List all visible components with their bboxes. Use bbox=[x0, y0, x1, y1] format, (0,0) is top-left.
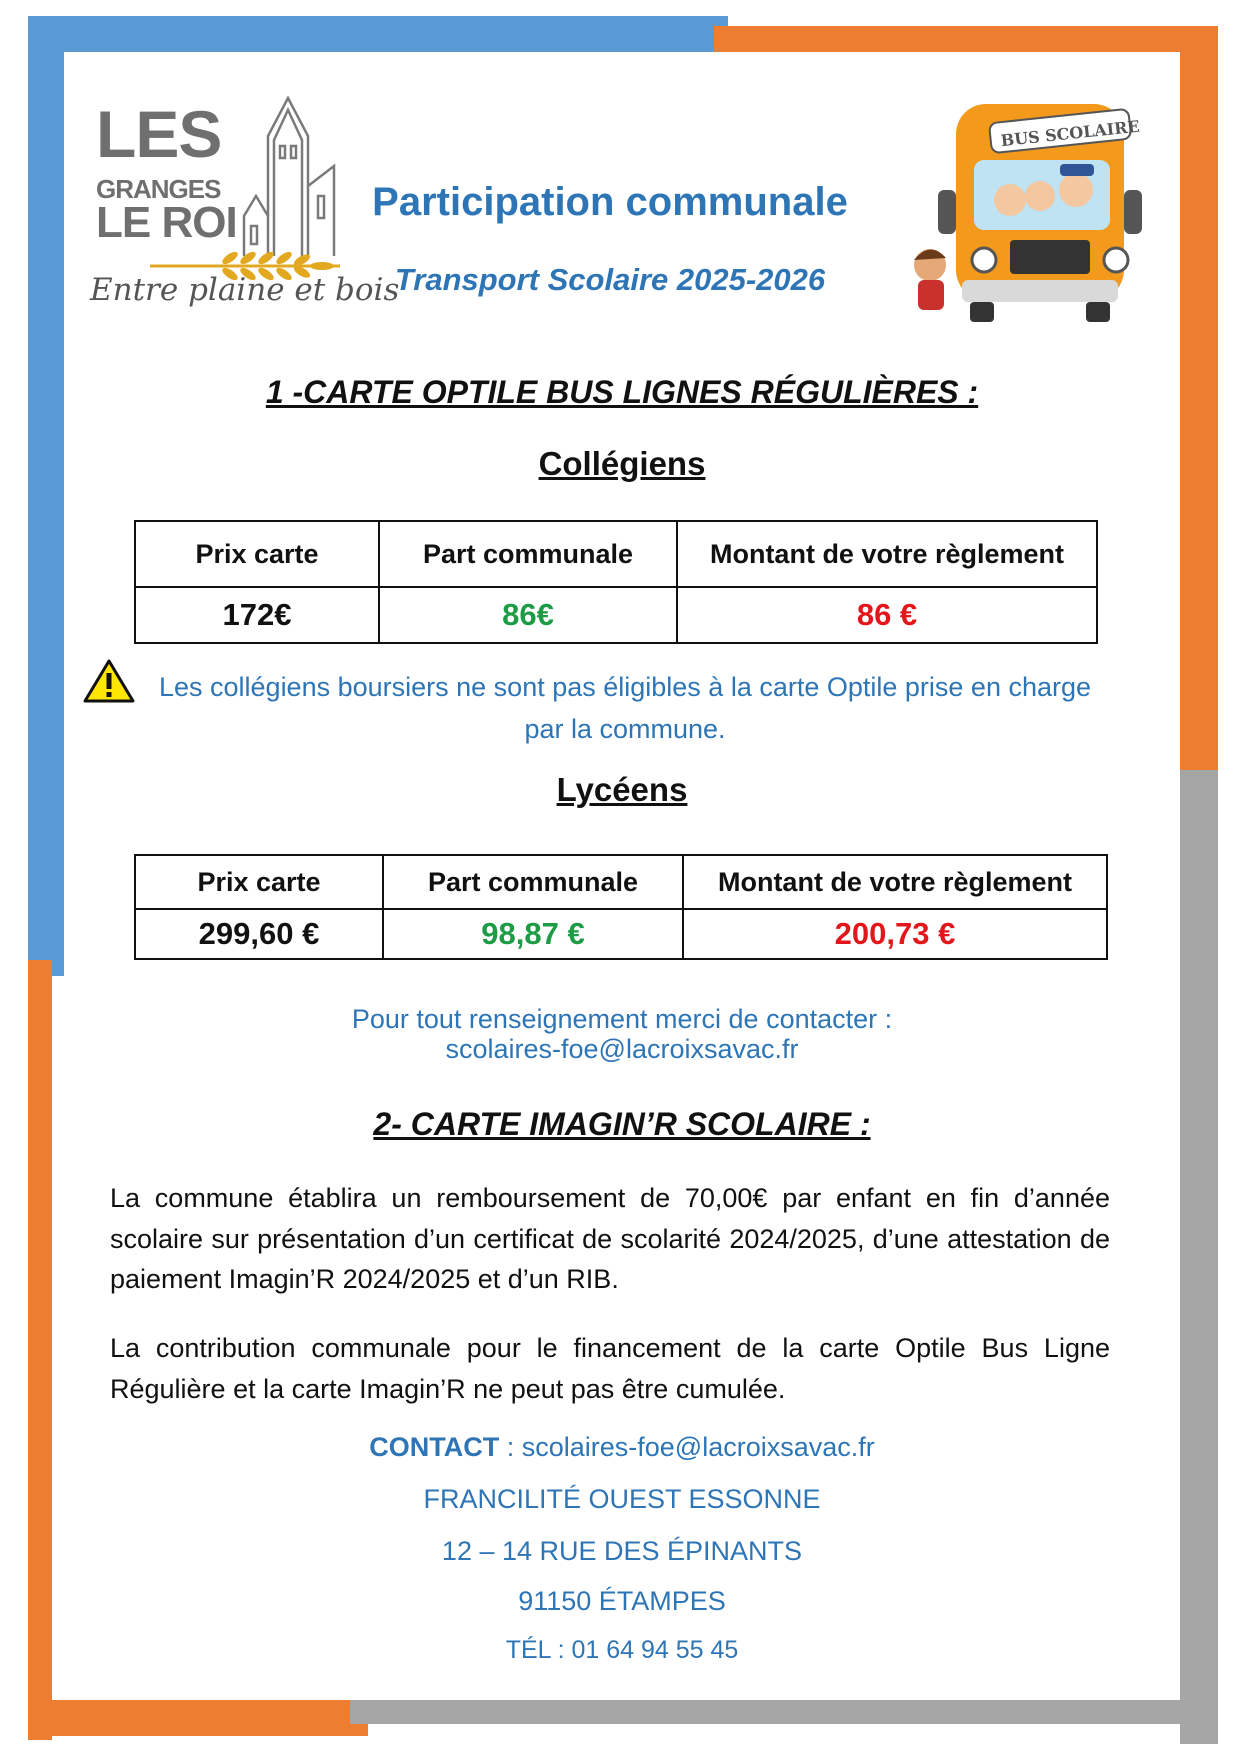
lycee-prix-carte-value: 299,60 € bbox=[135, 909, 383, 959]
section-heading-optile: 1 -CARTE OPTILE BUS LIGNES RÉGULIÈRES : bbox=[265, 374, 979, 410]
lycee-part-communale-value: 98,87 € bbox=[383, 909, 683, 959]
border-band-blue-left bbox=[28, 16, 64, 976]
border-band-orange-bottom bbox=[28, 1700, 368, 1736]
warning-icon bbox=[82, 658, 136, 704]
logo-tagline: Entre plaine et bois bbox=[90, 272, 400, 308]
college-prix-carte-value: 172€ bbox=[135, 587, 379, 643]
church-icon bbox=[238, 96, 338, 256]
warning-message: Les collégiens boursiers ne sont pas éligibles à la carte Optile prise en charge par la commune. bbox=[158, 672, 1092, 744]
bus-sign-text: BUS SCOLAIRE bbox=[999, 116, 1141, 151]
logo-text-leroi: LE ROI bbox=[96, 198, 237, 247]
table-row bbox=[135, 909, 1107, 959]
table-row bbox=[135, 587, 1097, 643]
table-header-row bbox=[135, 855, 1107, 909]
contact-email-line bbox=[64, 1432, 1180, 1463]
contact-separator: : bbox=[499, 1432, 522, 1462]
column-header-montant: Montant de votre règlement bbox=[677, 521, 1097, 587]
contact-organization: FRANCILITÉ OUEST ESSONNE bbox=[423, 1484, 821, 1514]
reimbursement-paragraph: La commune établira un remboursement de 70,00€ par enfant en fin d’année scolaire sur présentation d’un certificat de scolarité 2024/2025, d’une attestation de paiement Imagin’R 2024/2025 et d’un RIB. bbox=[110, 1183, 1110, 1294]
college-part-communale-value: 86€ bbox=[379, 587, 677, 643]
contact-email[interactable]: scolaires-foe@lacroixsavac.fr bbox=[521, 1432, 875, 1462]
lycee-heading: Lycéens bbox=[556, 771, 688, 808]
contact-phone: TÉL : 01 64 94 55 45 bbox=[505, 1636, 739, 1664]
school-bus-illustration bbox=[890, 90, 1170, 330]
page-subtitle: Transport Scolaire 2025-2026 bbox=[394, 262, 826, 297]
logo-text-granges: GRANGES bbox=[96, 174, 221, 204]
contact-city: 91150 ÉTAMPES bbox=[518, 1586, 726, 1616]
border-band-orange-left bbox=[28, 960, 52, 1740]
info-contact-email[interactable]: scolaires-foe@lacroixsavac.fr bbox=[445, 1034, 799, 1064]
border-band-gray-bottom bbox=[350, 1700, 1218, 1724]
column-header-prix-carte: Prix carte bbox=[135, 855, 383, 909]
border-band-gray-right bbox=[1180, 770, 1218, 1744]
lycee-price-table bbox=[134, 854, 1108, 960]
border-band-blue-top bbox=[28, 16, 728, 52]
column-header-part-communale: Part communale bbox=[383, 855, 683, 909]
column-header-montant: Montant de votre règlement bbox=[683, 855, 1107, 909]
college-price-table bbox=[134, 520, 1098, 644]
college-heading: Collégiens bbox=[538, 445, 706, 482]
info-contact-line: Pour tout renseignement merci de contacter : bbox=[351, 1004, 893, 1034]
border-band-orange-top bbox=[714, 26, 1218, 52]
page-title: Participation communale bbox=[372, 180, 848, 224]
logo-text-les: LES bbox=[96, 97, 222, 171]
contribution-paragraph: La contribution communale pour le financement de la carte Optile Bus Ligne Régulière et la carte Imagin’R ne peut pas être cumulée. bbox=[110, 1333, 1110, 1404]
contact-street: 12 – 14 RUE DES ÉPINANTS bbox=[441, 1536, 803, 1566]
town-logo bbox=[90, 96, 400, 326]
lycee-montant-value: 200,73 € bbox=[683, 909, 1107, 959]
contact-label: CONTACT bbox=[369, 1432, 500, 1462]
college-montant-value: 86 € bbox=[677, 587, 1097, 643]
table-header-row bbox=[135, 521, 1097, 587]
column-header-prix-carte: Prix carte bbox=[135, 521, 379, 587]
border-band-orange-right bbox=[1180, 26, 1218, 836]
section-heading-imaginr: 2- CARTE IMAGIN’R SCOLAIRE : bbox=[373, 1106, 871, 1142]
column-header-part-communale: Part communale bbox=[379, 521, 677, 587]
